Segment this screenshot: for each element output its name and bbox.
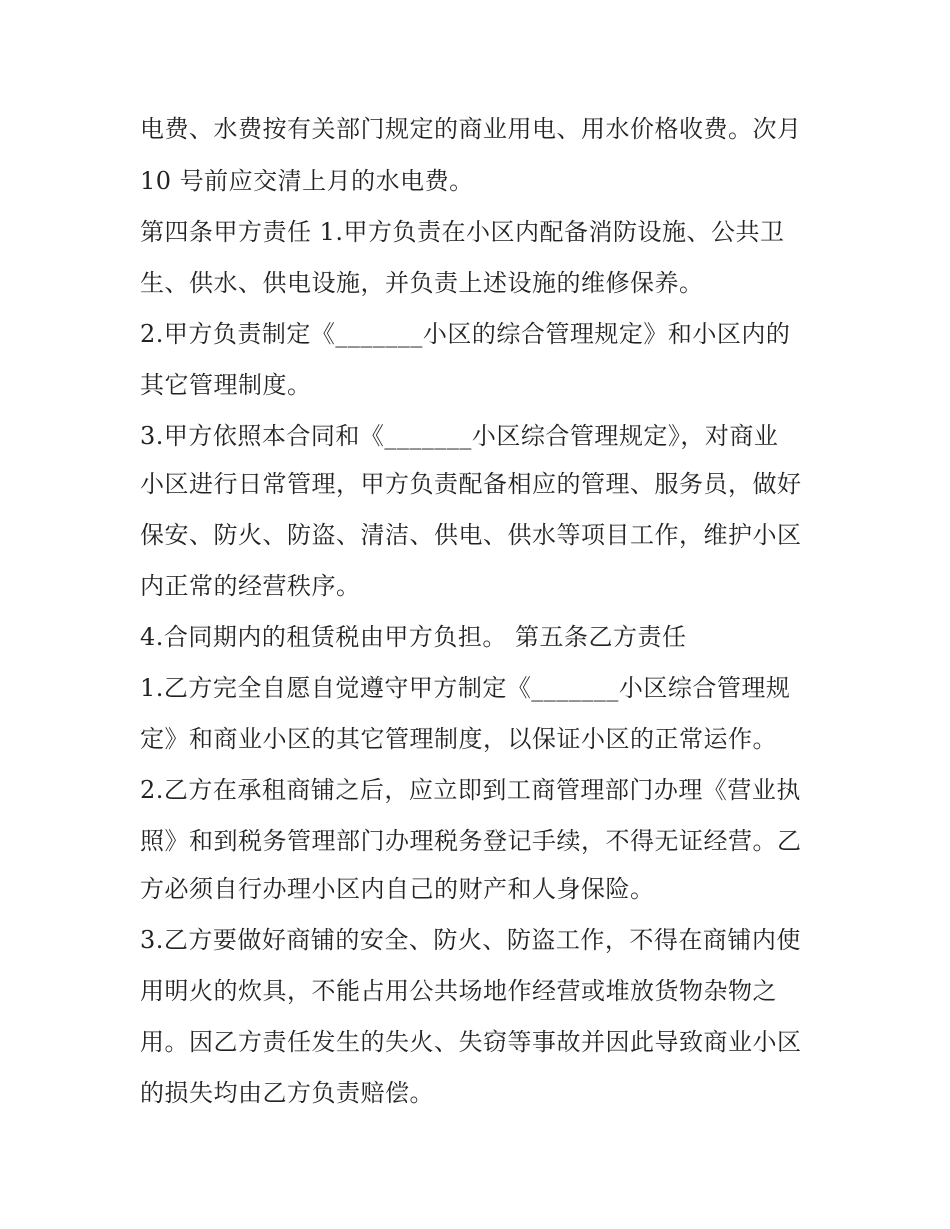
text-line: 照》和到税务管理部门办理税务登记手续，不得无证经营。乙 <box>140 827 802 855</box>
text-line: 1.乙方完全自愿自觉遵守甲方制定《_______小区综合管理规 <box>140 674 791 702</box>
text-line: 用。因乙方责任发生的失火、失窃等事故并因此导致商业小区 <box>140 1028 802 1056</box>
text-line: 保安、防火、防盗、清洁、供电、供水等项目工作，维护小区 <box>140 521 802 549</box>
text-line: 其它管理制度。 <box>140 371 312 399</box>
text-line: 2.甲方负责制定《_______小区的综合管理规定》和小区内的 <box>140 320 791 348</box>
text-line: 3.乙方要做好商铺的安全、防火、防盗工作，不得在商铺内使 <box>140 926 801 954</box>
text-line: 内正常的经营秩序。 <box>140 572 361 600</box>
text-line: 10 号前应交清上月的水电费。 <box>140 167 474 195</box>
text-line: 2.乙方在承租商铺之后，应立即到工商管理部门办理《营业执 <box>140 776 801 804</box>
text-line: 第四条甲方责任 1.甲方负责在小区内配备消防设施、公共卫 <box>140 218 785 246</box>
text-line: 小区进行日常管理，甲方负责配备相应的管理、服务员，做好 <box>140 470 802 498</box>
text-line: 定》和商业小区的其它管理制度，以保证小区的正常运作。 <box>140 725 777 753</box>
text-line: 4.合同期内的租赁税由甲方负担。 第五条乙方责任 <box>140 623 687 651</box>
text-line: 用明火的炊具，不能占用公共场地作经营或堆放货物杂物之 <box>140 977 777 1005</box>
text-line: 方必须自行办理小区内自己的财产和人身保险。 <box>140 875 655 903</box>
text-line: 的损失均由乙方负责赔偿。 <box>140 1079 434 1107</box>
text-line: 生、供水、供电设施，并负责上述设施的维修保养。 <box>140 269 704 297</box>
text-line: 3.甲方依照本合同和《_______小区综合管理规定》，对商业 <box>140 422 779 450</box>
text-line: 电费、水费按有关部门规定的商业用电、用水价格收费。次月 <box>140 115 802 143</box>
